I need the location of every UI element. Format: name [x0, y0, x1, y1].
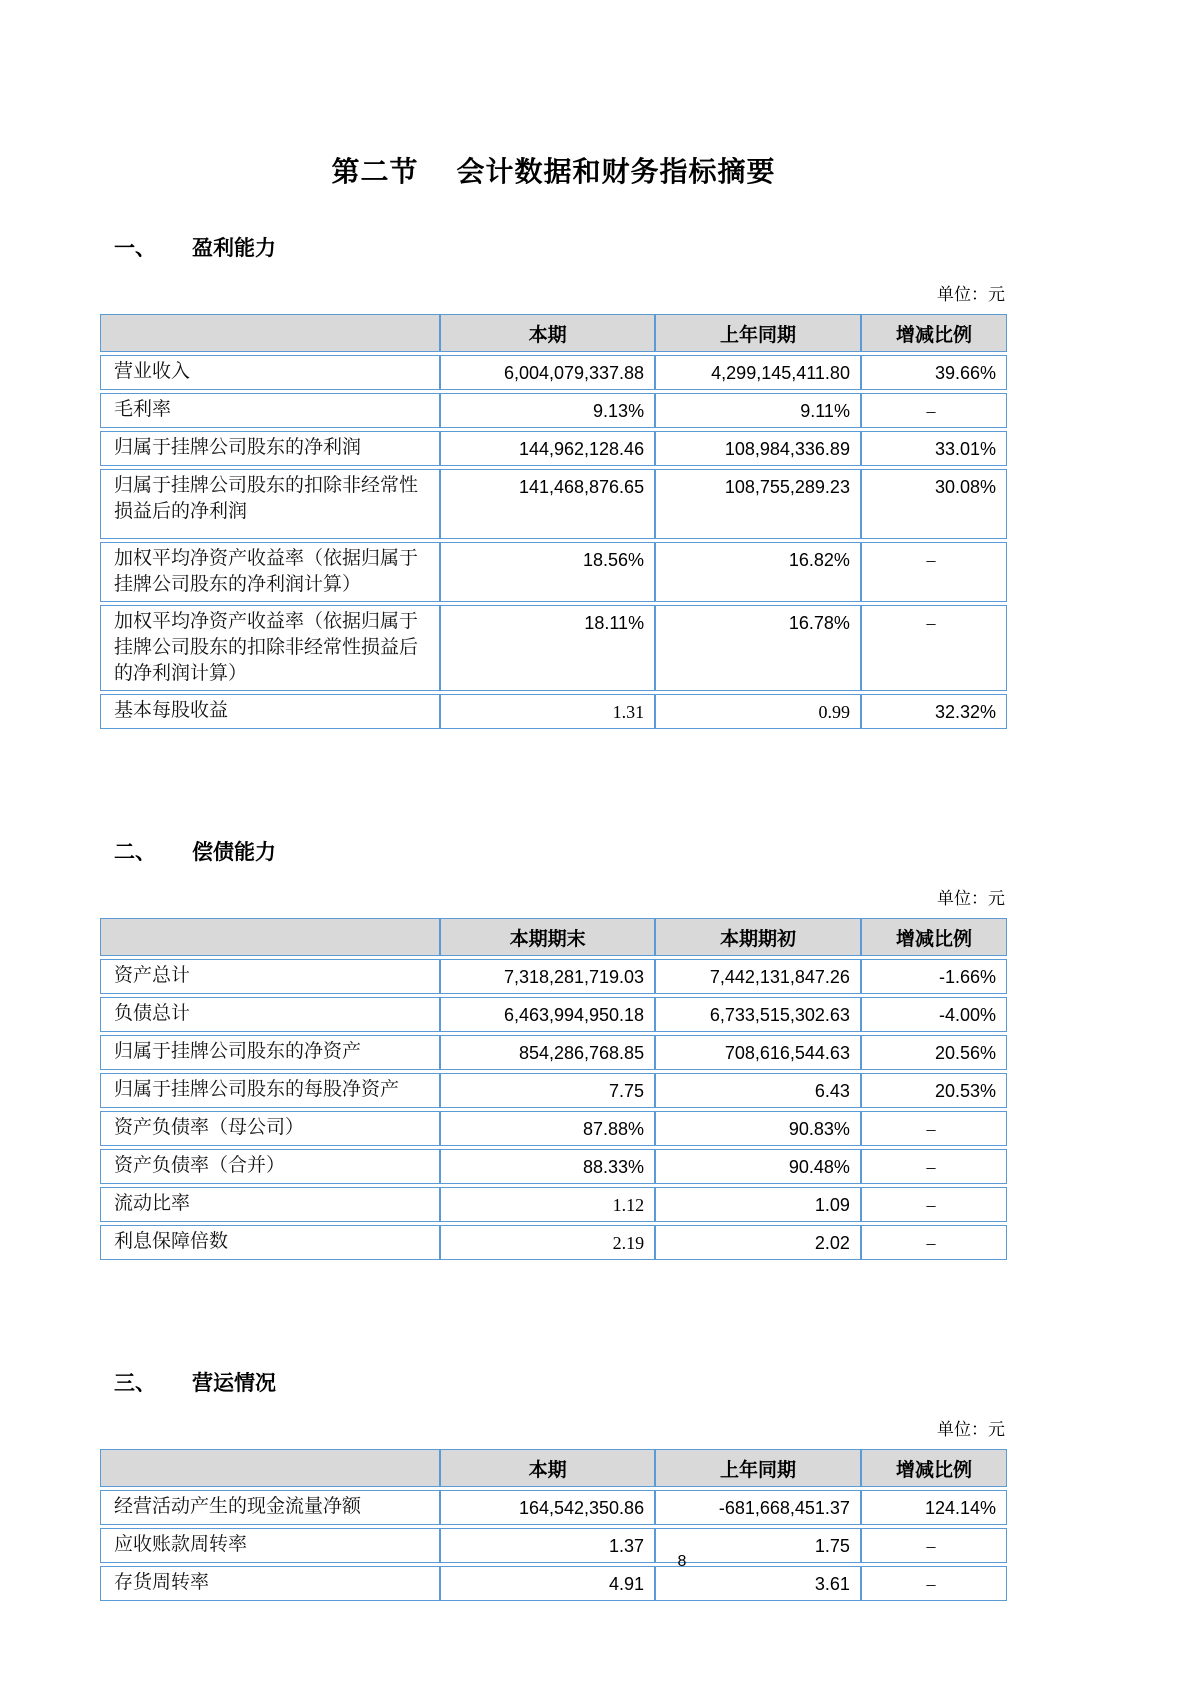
row-label: 归属于挂牌公司股东的每股净资产 [100, 1073, 440, 1108]
row-label: 应收账款周转率 [100, 1528, 440, 1563]
table-row [100, 997, 1007, 1032]
value-change: 20.56% [861, 1035, 1007, 1070]
section-title: 营运情况 [192, 1372, 276, 1395]
value-current: 2.19 [440, 1225, 655, 1260]
row-label: 经营活动产生的现金流量净额 [100, 1490, 440, 1525]
value-prior: 6,733,515,302.63 [655, 997, 861, 1032]
financial-table [100, 1446, 1007, 1604]
table-row [100, 1490, 1007, 1525]
column-header-change: 增减比例 [861, 314, 1007, 352]
value-prior: 16.78% [655, 605, 861, 691]
value-prior: 16.82% [655, 542, 861, 602]
value-prior: 9.11% [655, 393, 861, 428]
value-current: 7.75 [440, 1073, 655, 1108]
value-prior: 108,755,289.23 [655, 469, 861, 539]
table-header-row [100, 314, 1007, 352]
section-heading [114, 232, 1007, 262]
table-row [100, 355, 1007, 390]
column-header-blank [100, 314, 440, 352]
value-prior: 6.43 [655, 1073, 861, 1108]
unit-label: 单位：元 [937, 285, 1005, 304]
value-current: 7,318,281,719.03 [440, 959, 655, 994]
value-current: 164,542,350.86 [440, 1490, 655, 1525]
column-header-change: 增减比例 [861, 1449, 1007, 1487]
value-current: 141,468,876.65 [440, 469, 655, 539]
row-label: 营业收入 [100, 355, 440, 390]
section-heading [114, 1367, 1007, 1397]
section-title: 盈利能力 [192, 237, 276, 260]
table-row [100, 1149, 1007, 1184]
value-change: – [861, 1225, 1007, 1260]
value-change: 32.32% [861, 694, 1007, 729]
column-header-prior: 上年同期 [655, 314, 861, 352]
row-label: 归属于挂牌公司股东的净利润 [100, 431, 440, 466]
value-change: 39.66% [861, 355, 1007, 390]
value-prior: 4,299,145,411.80 [655, 355, 861, 390]
value-change: -1.66% [861, 959, 1007, 994]
value-current: 18.56% [440, 542, 655, 602]
table-row [100, 605, 1007, 691]
column-header-prior: 本期期初 [655, 918, 861, 956]
table-row [100, 1187, 1007, 1222]
financial-table [100, 915, 1007, 1263]
row-label: 流动比率 [100, 1187, 440, 1222]
value-current: 6,004,079,337.88 [440, 355, 655, 390]
page-title-text: 会计数据和财务指标摘要 [456, 156, 776, 187]
value-current: 1.12 [440, 1187, 655, 1222]
section-heading [114, 836, 1007, 866]
row-label: 资产负债率（合并） [100, 1149, 440, 1184]
table-row [100, 1073, 1007, 1108]
table-row [100, 959, 1007, 994]
table-row [100, 542, 1007, 602]
table-row [100, 1035, 1007, 1070]
row-label: 归属于挂牌公司股东的净资产 [100, 1035, 440, 1070]
row-label: 加权平均净资产收益率（依据归属于挂牌公司股东的扣除非经常性损益后的净利润计算） [100, 605, 440, 691]
table-row [100, 431, 1007, 466]
column-header-change: 增减比例 [861, 918, 1007, 956]
section-number: 二、 [114, 841, 156, 864]
report-section [100, 1367, 1007, 1604]
column-header-current: 本期期末 [440, 918, 655, 956]
row-label: 存货周转率 [100, 1566, 440, 1601]
table-row [100, 1566, 1007, 1601]
value-current: 854,286,768.85 [440, 1035, 655, 1070]
row-label: 毛利率 [100, 393, 440, 428]
value-prior: -681,668,451.37 [655, 1490, 861, 1525]
value-prior: 90.83% [655, 1111, 861, 1146]
page-title [100, 0, 1007, 190]
column-header-current: 本期 [440, 1449, 655, 1487]
section-title: 偿债能力 [192, 841, 276, 864]
value-change: 20.53% [861, 1073, 1007, 1108]
value-change: – [861, 1187, 1007, 1222]
value-current: 1.37 [440, 1528, 655, 1563]
column-header-current: 本期 [440, 314, 655, 352]
value-prior: 0.99 [655, 694, 861, 729]
section-number: 一、 [114, 237, 156, 260]
report-section [100, 232, 1007, 732]
value-prior: 3.61 [655, 1566, 861, 1601]
value-change: – [861, 1566, 1007, 1601]
value-current: 88.33% [440, 1149, 655, 1184]
column-header-prior: 上年同期 [655, 1449, 861, 1487]
row-label: 资产负债率（母公司） [100, 1111, 440, 1146]
table-row [100, 469, 1007, 539]
row-label: 资产总计 [100, 959, 440, 994]
column-header-blank [100, 1449, 440, 1487]
page-number: 8 [677, 1553, 687, 1570]
value-change: 30.08% [861, 469, 1007, 539]
value-change: 124.14% [861, 1490, 1007, 1525]
table-row [100, 393, 1007, 428]
table-row [100, 1225, 1007, 1260]
value-change: 33.01% [861, 431, 1007, 466]
table-row [100, 1528, 1007, 1563]
row-label: 基本每股收益 [100, 694, 440, 729]
financial-table [100, 311, 1007, 732]
unit-label: 单位：元 [937, 889, 1005, 908]
value-current: 87.88% [440, 1111, 655, 1146]
value-current: 4.91 [440, 1566, 655, 1601]
value-prior: 1.09 [655, 1187, 861, 1222]
unit-label: 单位：元 [937, 1420, 1005, 1439]
value-change: – [861, 1149, 1007, 1184]
value-prior: 90.48% [655, 1149, 861, 1184]
value-change: – [861, 542, 1007, 602]
table-row [100, 694, 1007, 729]
value-current: 1.31 [440, 694, 655, 729]
value-change: – [861, 605, 1007, 691]
value-change: – [861, 393, 1007, 428]
value-current: 144,962,128.46 [440, 431, 655, 466]
value-prior: 1.75 [655, 1528, 861, 1563]
value-prior: 108,984,336.89 [655, 431, 861, 466]
row-label: 负债总计 [100, 997, 440, 1032]
row-label: 加权平均净资产收益率（依据归属于挂牌公司股东的净利润计算） [100, 542, 440, 602]
table-header-row [100, 918, 1007, 956]
table-row [100, 1111, 1007, 1146]
table-header-row [100, 1449, 1007, 1487]
section-number: 三、 [114, 1372, 156, 1395]
value-change: – [861, 1528, 1007, 1563]
page-title-section-number: 第二节 [331, 156, 419, 187]
report-section [100, 836, 1007, 1263]
row-label: 归属于挂牌公司股东的扣除非经常性损益后的净利润 [100, 469, 440, 539]
value-prior: 708,616,544.63 [655, 1035, 861, 1070]
value-current: 18.11% [440, 605, 655, 691]
value-change: – [861, 1111, 1007, 1146]
value-current: 6,463,994,950.18 [440, 997, 655, 1032]
value-current: 9.13% [440, 393, 655, 428]
value-prior: 2.02 [655, 1225, 861, 1260]
value-prior: 7,442,131,847.26 [655, 959, 861, 994]
sections-container [100, 232, 1007, 1604]
row-label: 利息保障倍数 [100, 1225, 440, 1260]
value-change: -4.00% [861, 997, 1007, 1032]
column-header-blank [100, 918, 440, 956]
